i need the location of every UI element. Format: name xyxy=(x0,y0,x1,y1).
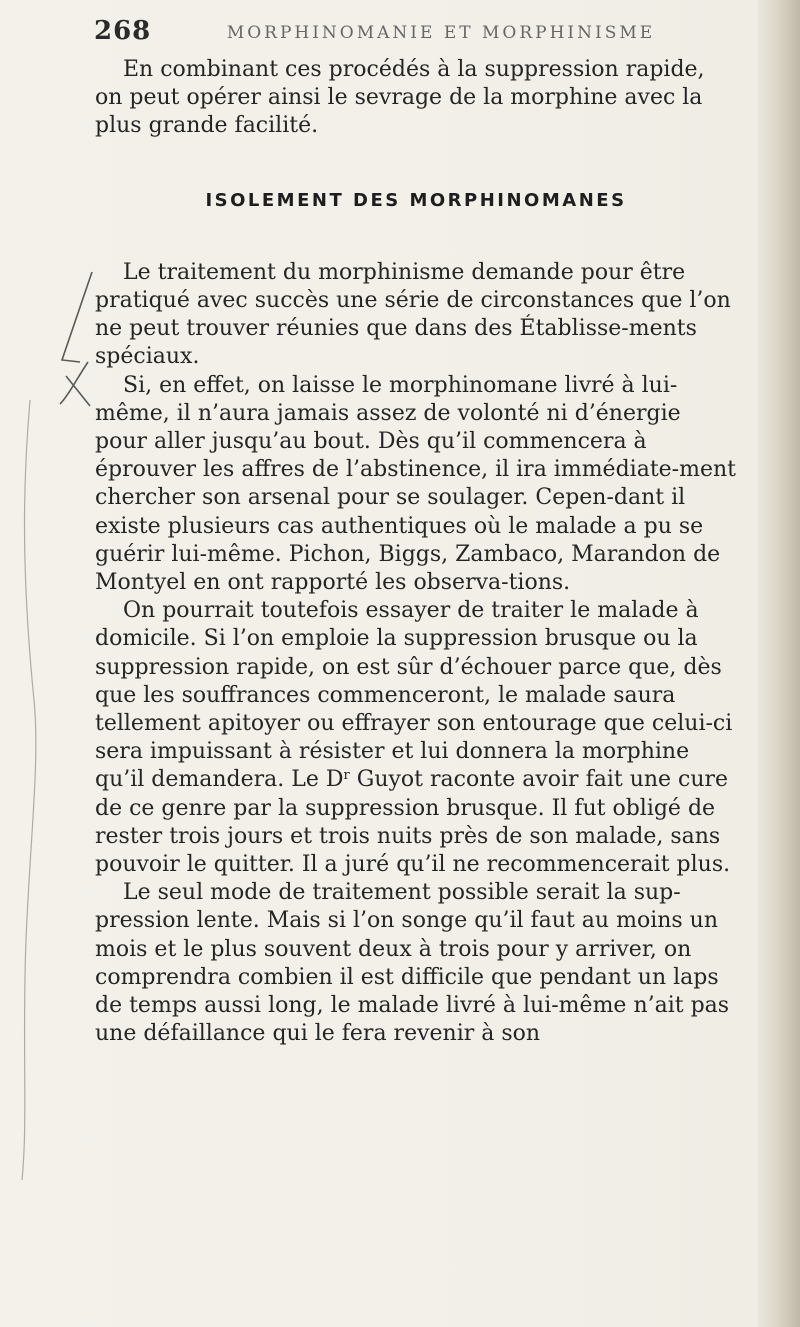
page-body xyxy=(95,56,737,1049)
paragraph-treatment: Le traitement du morphinisme demande pour être pratiqué avec succès une série de circonstances que l’on ne peut trouver réunies que dans des Établisse-ments spéciaux. xyxy=(95,259,731,370)
paragraph-home-treatment-text-b: Guyot raconte avoir fait une cure de ce genre par la suppression brusque. Il fut obligé de rester trois jours et trois nuits près de son malade, sans pouvoir le quitter. Il a juré qu’il ne recommencerait plus. xyxy=(95,767,731,878)
page-binding-edge xyxy=(758,0,800,1327)
paragraph-self-treatment: Si, en effet, on laisse le morphinomane livré à lui-même, il n’aura jamais assez de volonté ni d’énergie pour aller jusqu’au bout. Dès qu’il commencera à éprouver les affres de l’abstinence, il ira immédiate-ment chercher son arsenal pour se soulager. Cepen-dant il existe plusieurs cas authentiques où le malade a pu se guérir lui-même. Pichon, Biggs, Zambaco, Marandon de Montyel en ont rapporté les observa-tions. xyxy=(95,372,736,596)
intro-paragraph: En combinant ces procédés à la suppression rapide, on peut opérer ainsi le sevrage de la morphine avec la plus grande facilité. xyxy=(95,57,705,139)
paragraph-slow-suppression: Le seul mode de traitement possible serait la sup-pression lente. Mais si l’on songe qu’il faut au moins un mois et le plus souvent deux à trois pour y arriver, on comprendra combien il est difficile que pendant un laps de temps aussi long, le malade livré à lui-même n’ait pas une défaillance qui le fera revenir à son xyxy=(95,880,730,1047)
page-header xyxy=(94,16,744,46)
page-number: 268 xyxy=(94,16,152,46)
pencil-bracket-mark xyxy=(60,272,92,406)
pencil-left-margin-line xyxy=(22,400,36,1180)
paragraph-home-treatment-text-a: On pourrait toutefois essayer de traiter le malade à domicile. Si l’on emploie la suppression brusque ou la suppression rapide, on est sûr d’échouer parce que, dès que les souffrances commenceront, le malade saura tellement apitoyer ou effrayer son entourage que celui-ci sera impuissant à résister et lui donnera la morphine qu’il demandera. Le D xyxy=(95,598,733,793)
section-heading: ISOLEMENT DES MORPHINOMANES xyxy=(205,189,627,211)
paragraph-home-treatment xyxy=(95,597,737,879)
doctor-abbreviation-superscript: r xyxy=(343,768,350,784)
running-title: MORPHINOMANIE ET MORPHINISME xyxy=(226,23,656,43)
